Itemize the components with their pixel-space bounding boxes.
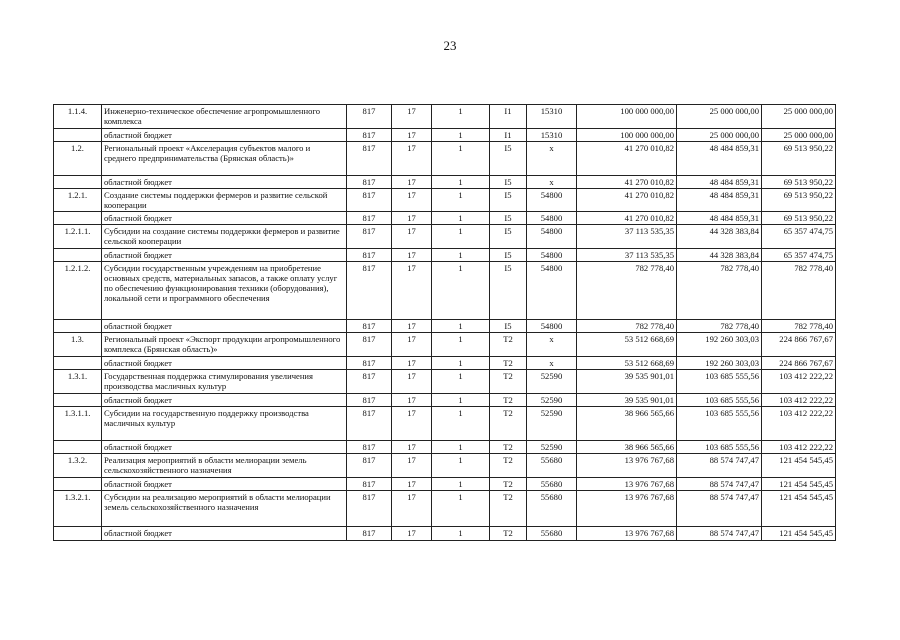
table-row-item xyxy=(54,370,836,394)
cell-num xyxy=(54,129,102,142)
cell-c2: 17 xyxy=(392,225,432,249)
cell-num xyxy=(54,320,102,333)
cell-name: Региональный проект «Экспорт продукции агропромышленного комплекса (Брянская область)» xyxy=(102,333,347,357)
cell-c4: I5 xyxy=(490,189,527,212)
cell-c2: 17 xyxy=(392,454,432,478)
cell-v2: 48 484 859,31 xyxy=(677,212,762,225)
cell-name: Субсидии на реализацию мероприятий в области мелиорации земель сельскохозяйственного назначения xyxy=(102,491,347,527)
cell-v3: 103 412 222,22 xyxy=(762,370,836,394)
cell-num xyxy=(54,441,102,454)
cell-v2: 44 328 383,84 xyxy=(677,249,762,262)
table-row-budget xyxy=(54,527,836,541)
cell-c1: 817 xyxy=(347,249,392,262)
cell-c3: 1 xyxy=(432,105,490,129)
cell-c4: I5 xyxy=(490,225,527,249)
cell-c4: I1 xyxy=(490,105,527,129)
cell-name: Инженерно-техническое обеспечение агропромышленного комплекса xyxy=(102,105,347,129)
cell-c4: T2 xyxy=(490,441,527,454)
cell-c2: 17 xyxy=(392,441,432,454)
cell-v2: 192 260 303,03 xyxy=(677,333,762,357)
table-row-budget xyxy=(54,249,836,262)
table-row-budget xyxy=(54,441,836,454)
cell-num xyxy=(54,394,102,407)
cell-c3: 1 xyxy=(432,454,490,478)
cell-c3: 1 xyxy=(432,320,490,333)
table-row-budget xyxy=(54,394,836,407)
cell-name: областной бюджет xyxy=(102,129,347,142)
cell-v3: 69 513 950,22 xyxy=(762,142,836,176)
table-row-item xyxy=(54,333,836,357)
cell-name: Субсидии на создание системы поддержки фермеров и развитие сельской кооперации xyxy=(102,225,347,249)
cell-c5: 55680 xyxy=(527,454,577,478)
cell-num: 1.2. xyxy=(54,142,102,176)
cell-c5: 55680 xyxy=(527,478,577,491)
cell-c1: 817 xyxy=(347,189,392,212)
cell-c4: I5 xyxy=(490,249,527,262)
table-row-item xyxy=(54,189,836,212)
cell-c3: 1 xyxy=(432,333,490,357)
cell-v1: 39 535 901,01 xyxy=(577,394,677,407)
cell-c1: 817 xyxy=(347,394,392,407)
cell-v2: 103 685 555,56 xyxy=(677,407,762,441)
table-row-item xyxy=(54,491,836,527)
cell-v1: 37 113 535,35 xyxy=(577,249,677,262)
cell-v3: 25 000 000,00 xyxy=(762,105,836,129)
cell-v3: 121 454 545,45 xyxy=(762,454,836,478)
cell-name: областной бюджет xyxy=(102,176,347,189)
cell-num: 1.2.1.1. xyxy=(54,225,102,249)
cell-c5: 54800 xyxy=(527,212,577,225)
cell-v1: 41 270 010,82 xyxy=(577,142,677,176)
table-row-budget xyxy=(54,212,836,225)
cell-c1: 817 xyxy=(347,407,392,441)
cell-c5: x xyxy=(527,176,577,189)
cell-v2: 44 328 383,84 xyxy=(677,225,762,249)
cell-v2: 192 260 303,03 xyxy=(677,357,762,370)
cell-c3: 1 xyxy=(432,407,490,441)
cell-c2: 17 xyxy=(392,478,432,491)
cell-v2: 48 484 859,31 xyxy=(677,189,762,212)
cell-v1: 100 000 000,00 xyxy=(577,105,677,129)
cell-name: Создание системы поддержки фермеров и развитие сельской кооперации xyxy=(102,189,347,212)
cell-v2: 88 574 747,47 xyxy=(677,491,762,527)
cell-v2: 782 778,40 xyxy=(677,320,762,333)
cell-num xyxy=(54,478,102,491)
cell-name: областной бюджет xyxy=(102,212,347,225)
cell-v2: 103 685 555,56 xyxy=(677,370,762,394)
cell-c2: 17 xyxy=(392,370,432,394)
cell-v2: 25 000 000,00 xyxy=(677,105,762,129)
cell-v3: 69 513 950,22 xyxy=(762,189,836,212)
cell-name: областной бюджет xyxy=(102,394,347,407)
cell-v3: 121 454 545,45 xyxy=(762,478,836,491)
cell-v1: 41 270 010,82 xyxy=(577,212,677,225)
cell-c1: 817 xyxy=(347,527,392,541)
cell-v1: 53 512 668,69 xyxy=(577,333,677,357)
cell-c5: 15310 xyxy=(527,105,577,129)
cell-c3: 1 xyxy=(432,527,490,541)
cell-num xyxy=(54,357,102,370)
table-row-budget xyxy=(54,478,836,491)
cell-num: 1.1.4. xyxy=(54,105,102,129)
cell-c2: 17 xyxy=(392,527,432,541)
table-row-item xyxy=(54,105,836,129)
cell-v3: 121 454 545,45 xyxy=(762,491,836,527)
cell-c4: I5 xyxy=(490,176,527,189)
cell-c5: 54800 xyxy=(527,320,577,333)
cell-c2: 17 xyxy=(392,176,432,189)
cell-c4: T2 xyxy=(490,454,527,478)
cell-v3: 224 866 767,67 xyxy=(762,357,836,370)
cell-v1: 13 976 767,68 xyxy=(577,527,677,541)
cell-c2: 17 xyxy=(392,320,432,333)
cell-c5: 15310 xyxy=(527,129,577,142)
cell-c4: I1 xyxy=(490,129,527,142)
cell-c3: 1 xyxy=(432,491,490,527)
cell-v3: 103 412 222,22 xyxy=(762,441,836,454)
cell-v3: 69 513 950,22 xyxy=(762,176,836,189)
cell-num: 1.2.1. xyxy=(54,189,102,212)
cell-c3: 1 xyxy=(432,478,490,491)
cell-v2: 782 778,40 xyxy=(677,262,762,320)
cell-name: Субсидии на государственную поддержку производства масличных культур xyxy=(102,407,347,441)
cell-c2: 17 xyxy=(392,189,432,212)
cell-c1: 817 xyxy=(347,491,392,527)
cell-c1: 817 xyxy=(347,129,392,142)
cell-v1: 782 778,40 xyxy=(577,262,677,320)
cell-num: 1.2.1.2. xyxy=(54,262,102,320)
cell-name: областной бюджет xyxy=(102,357,347,370)
cell-c3: 1 xyxy=(432,262,490,320)
page-number: 23 xyxy=(443,38,457,53)
cell-num: 1.3.2.1. xyxy=(54,491,102,527)
cell-name: Субсидии государственным учреждениям на приобретение основных средств, материальных запасов, а также оплату услуг по обеспечению функционирования техники (оборудования), локальной сети и программного обеспечения xyxy=(102,262,347,320)
cell-c4: I5 xyxy=(490,320,527,333)
cell-name: областной бюджет xyxy=(102,320,347,333)
cell-c2: 17 xyxy=(392,491,432,527)
cell-c5: 52590 xyxy=(527,407,577,441)
cell-v1: 100 000 000,00 xyxy=(577,129,677,142)
cell-c2: 17 xyxy=(392,357,432,370)
cell-c5: x xyxy=(527,357,577,370)
cell-c3: 1 xyxy=(432,225,490,249)
cell-v1: 39 535 901,01 xyxy=(577,370,677,394)
cell-c4: T2 xyxy=(490,394,527,407)
budget-table xyxy=(53,104,836,541)
cell-c3: 1 xyxy=(432,129,490,142)
cell-v1: 38 966 565,66 xyxy=(577,441,677,454)
cell-v2: 88 574 747,47 xyxy=(677,527,762,541)
cell-c2: 17 xyxy=(392,333,432,357)
cell-v2: 48 484 859,31 xyxy=(677,176,762,189)
cell-c2: 17 xyxy=(392,105,432,129)
cell-v3: 103 412 222,22 xyxy=(762,407,836,441)
cell-c1: 817 xyxy=(347,212,392,225)
cell-c5: 54800 xyxy=(527,262,577,320)
cell-c1: 817 xyxy=(347,262,392,320)
cell-v3: 103 412 222,22 xyxy=(762,394,836,407)
cell-c3: 1 xyxy=(432,249,490,262)
cell-c4: T2 xyxy=(490,491,527,527)
cell-num: 1.3.1.1. xyxy=(54,407,102,441)
cell-c3: 1 xyxy=(432,441,490,454)
cell-num xyxy=(54,212,102,225)
cell-c3: 1 xyxy=(432,176,490,189)
cell-c1: 817 xyxy=(347,225,392,249)
cell-c4: T2 xyxy=(490,527,527,541)
table-row-budget xyxy=(54,176,836,189)
cell-name: областной бюджет xyxy=(102,527,347,541)
cell-v2: 88 574 747,47 xyxy=(677,454,762,478)
cell-c4: T2 xyxy=(490,407,527,441)
cell-c4: I5 xyxy=(490,212,527,225)
cell-v1: 41 270 010,82 xyxy=(577,176,677,189)
table-row-budget xyxy=(54,320,836,333)
cell-num xyxy=(54,249,102,262)
cell-c5: 55680 xyxy=(527,527,577,541)
cell-c2: 17 xyxy=(392,394,432,407)
cell-name: областной бюджет xyxy=(102,249,347,262)
cell-c3: 1 xyxy=(432,142,490,176)
cell-c5: 54800 xyxy=(527,249,577,262)
cell-c5: x xyxy=(527,333,577,357)
cell-v3: 65 357 474,75 xyxy=(762,225,836,249)
cell-v3: 69 513 950,22 xyxy=(762,212,836,225)
cell-c2: 17 xyxy=(392,142,432,176)
cell-v3: 224 866 767,67 xyxy=(762,333,836,357)
cell-c5: 54800 xyxy=(527,225,577,249)
cell-name: Государственная поддержка стимулирования увеличения производства масличных культур xyxy=(102,370,347,394)
table-row-item xyxy=(54,407,836,441)
cell-c1: 817 xyxy=(347,333,392,357)
cell-c1: 817 xyxy=(347,441,392,454)
table-row-item xyxy=(54,262,836,320)
cell-c1: 817 xyxy=(347,176,392,189)
cell-c5: x xyxy=(527,142,577,176)
cell-c5: 54800 xyxy=(527,189,577,212)
cell-v1: 13 976 767,68 xyxy=(577,491,677,527)
cell-v1: 53 512 668,69 xyxy=(577,357,677,370)
cell-name: областной бюджет xyxy=(102,441,347,454)
table-row-item xyxy=(54,142,836,176)
cell-c2: 17 xyxy=(392,212,432,225)
cell-c5: 52590 xyxy=(527,441,577,454)
cell-c1: 817 xyxy=(347,478,392,491)
cell-v1: 38 966 565,66 xyxy=(577,407,677,441)
cell-name: Региональный проект «Акселерация субъектов малого и среднего предпринимательства (Брянская область)» xyxy=(102,142,347,176)
cell-c3: 1 xyxy=(432,212,490,225)
cell-c5: 55680 xyxy=(527,491,577,527)
cell-v1: 37 113 535,35 xyxy=(577,225,677,249)
cell-v3: 782 778,40 xyxy=(762,262,836,320)
cell-c2: 17 xyxy=(392,407,432,441)
cell-c4: T2 xyxy=(490,370,527,394)
cell-c3: 1 xyxy=(432,370,490,394)
cell-num: 1.3.2. xyxy=(54,454,102,478)
cell-c3: 1 xyxy=(432,189,490,212)
cell-c2: 17 xyxy=(392,129,432,142)
cell-num xyxy=(54,176,102,189)
cell-c1: 817 xyxy=(347,370,392,394)
cell-v1: 13 976 767,68 xyxy=(577,478,677,491)
cell-v3: 782 778,40 xyxy=(762,320,836,333)
cell-num xyxy=(54,527,102,541)
cell-name: Реализация мероприятий в области мелиорации земель сельскохозяйственного назначения xyxy=(102,454,347,478)
cell-c1: 817 xyxy=(347,454,392,478)
cell-c1: 817 xyxy=(347,105,392,129)
cell-c4: I5 xyxy=(490,142,527,176)
cell-c1: 817 xyxy=(347,357,392,370)
cell-v2: 25 000 000,00 xyxy=(677,129,762,142)
cell-c2: 17 xyxy=(392,249,432,262)
cell-c4: T2 xyxy=(490,333,527,357)
cell-v2: 103 685 555,56 xyxy=(677,394,762,407)
cell-num: 1.3.1. xyxy=(54,370,102,394)
cell-v2: 103 685 555,56 xyxy=(677,441,762,454)
cell-name: областной бюджет xyxy=(102,478,347,491)
cell-c2: 17 xyxy=(392,262,432,320)
cell-c5: 52590 xyxy=(527,394,577,407)
cell-v2: 88 574 747,47 xyxy=(677,478,762,491)
cell-num: 1.3. xyxy=(54,333,102,357)
cell-c5: 52590 xyxy=(527,370,577,394)
cell-v2: 48 484 859,31 xyxy=(677,142,762,176)
cell-c3: 1 xyxy=(432,357,490,370)
cell-v1: 13 976 767,68 xyxy=(577,454,677,478)
cell-c4: T2 xyxy=(490,478,527,491)
cell-v1: 782 778,40 xyxy=(577,320,677,333)
cell-c3: 1 xyxy=(432,394,490,407)
cell-c4: T2 xyxy=(490,357,527,370)
cell-v3: 25 000 000,00 xyxy=(762,129,836,142)
cell-v1: 41 270 010,82 xyxy=(577,189,677,212)
cell-c4: I5 xyxy=(490,262,527,320)
cell-c1: 817 xyxy=(347,320,392,333)
table-row-item xyxy=(54,225,836,249)
table-row-budget xyxy=(54,357,836,370)
cell-v3: 65 357 474,75 xyxy=(762,249,836,262)
table-row-budget xyxy=(54,129,836,142)
cell-c1: 817 xyxy=(347,142,392,176)
cell-v3: 121 454 545,45 xyxy=(762,527,836,541)
table-row-item xyxy=(54,454,836,478)
